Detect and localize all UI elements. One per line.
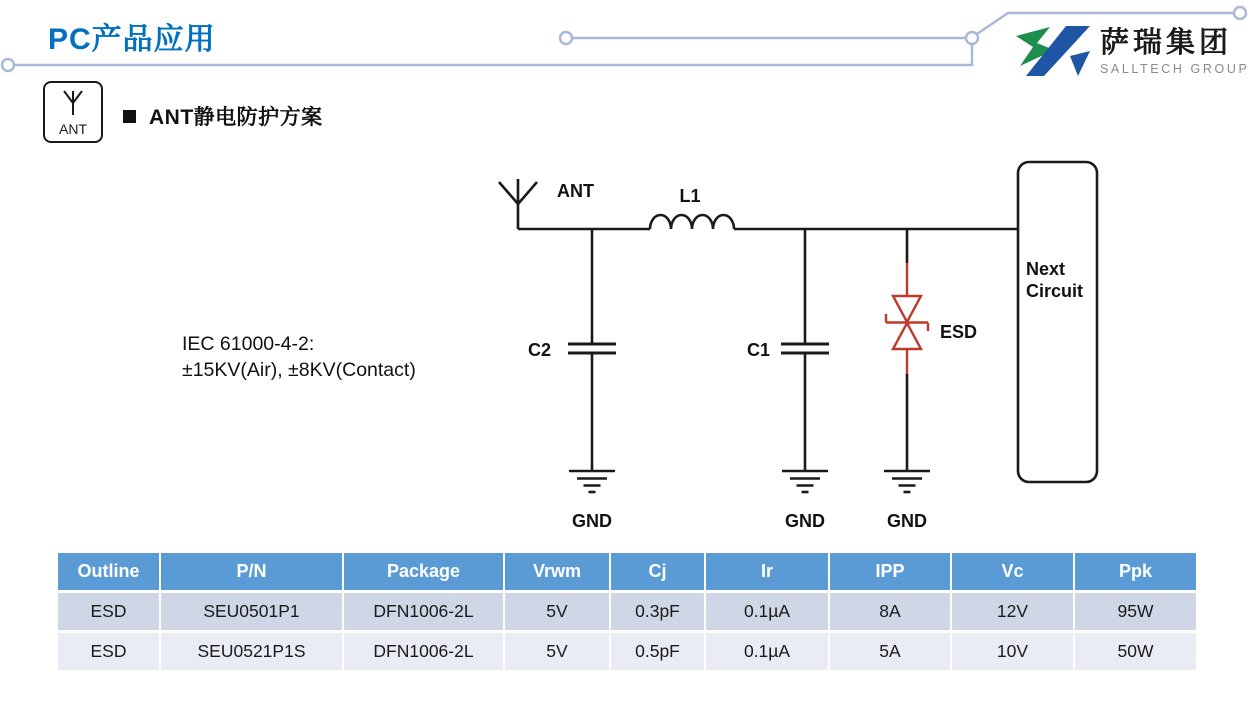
- table-cell: 5A: [830, 633, 950, 670]
- table-cell: 5V: [505, 633, 609, 670]
- section-heading: [123, 101, 323, 131]
- section-heading-text: ANT静电防护方案: [149, 106, 323, 129]
- table-header-ipp: IPP: [830, 553, 950, 590]
- table-cell: 0.3pF: [611, 593, 704, 630]
- ground-icon: [782, 471, 828, 492]
- connector-node-icon: [560, 32, 572, 44]
- connector-node-icon: [2, 59, 14, 71]
- table-cell: ESD: [58, 593, 159, 630]
- cap-left-label: C2: [527, 340, 551, 360]
- table-cell: 5V: [505, 593, 609, 630]
- next-circuit-label-line2: Circuit: [1026, 281, 1084, 301]
- antenna-small-icon: [56, 88, 90, 116]
- next-circuit-box: [1018, 162, 1097, 482]
- antenna-label: ANT: [557, 181, 594, 201]
- antenna-icon: [499, 179, 537, 229]
- table-cell: ESD: [58, 633, 159, 670]
- logo-group-name: SALLTECH GROUP: [1100, 62, 1250, 76]
- gnd-label: GND: [572, 511, 612, 531]
- table-cell: DFN1006-2L: [344, 593, 503, 630]
- table-header-ppk: Ppk: [1075, 553, 1196, 590]
- table-header-vc: Vc: [952, 553, 1073, 590]
- table-cell: 50W: [1075, 633, 1196, 670]
- iec-note-line2: ±15KV(Air), ±8KV(Contact): [182, 359, 416, 381]
- table-cell: 0.1µA: [706, 593, 828, 630]
- logo-company-name: 萨瑞集团: [1100, 27, 1233, 59]
- ant-icon-box: [43, 81, 103, 143]
- parts-table: [58, 553, 1196, 670]
- table-cell: 0.5pF: [611, 633, 704, 670]
- table-header-cj: Cj: [611, 553, 704, 590]
- table-header-outline: Outline: [58, 553, 159, 590]
- table-cell: 8A: [830, 593, 950, 630]
- table-header-vrwm: Vrwm: [505, 553, 609, 590]
- iec-standard-note: [182, 331, 416, 383]
- gnd-label: GND: [785, 511, 825, 531]
- capacitor-c1-icon: [781, 229, 829, 471]
- table-cell: 0.1µA: [706, 633, 828, 670]
- bullet-square-icon: [123, 110, 136, 123]
- gnd-label: GND: [887, 511, 927, 531]
- company-logo: [1014, 24, 1249, 78]
- table-header-pn: P/N: [161, 553, 342, 590]
- iec-note-line1: IEC 61000-4-2:: [182, 333, 315, 355]
- logo-mark-icon: [1014, 24, 1092, 78]
- table-cell: 95W: [1075, 593, 1196, 630]
- table-cell: 12V: [952, 593, 1073, 630]
- logo-text: [1100, 26, 1249, 76]
- table-header-ir: Ir: [706, 553, 828, 590]
- inductor-icon: [650, 215, 734, 229]
- table-cell: 10V: [952, 633, 1073, 670]
- connector-node-icon: [1234, 7, 1246, 19]
- esd-label: ESD: [940, 322, 978, 342]
- table-cell: SEU0521P1S: [161, 633, 342, 670]
- capacitor-c2-icon: [568, 229, 616, 471]
- table-header-package: Package: [344, 553, 503, 590]
- ground-icon: [569, 471, 615, 492]
- connector-node-icon: [966, 32, 978, 44]
- next-circuit-label-line1: Next: [1026, 259, 1066, 279]
- ground-icon: [884, 471, 930, 492]
- circuit-schematic: [499, 162, 1097, 492]
- table-cell: DFN1006-2L: [344, 633, 503, 670]
- cap-right-label: C1: [746, 340, 770, 360]
- ant-box-label: ANT: [59, 121, 87, 137]
- inductor-label: L1: [679, 186, 701, 206]
- page-title: PC产品应用: [48, 23, 216, 56]
- tvs-diode-icon: [886, 263, 928, 374]
- table-cell: SEU0501P1: [161, 593, 342, 630]
